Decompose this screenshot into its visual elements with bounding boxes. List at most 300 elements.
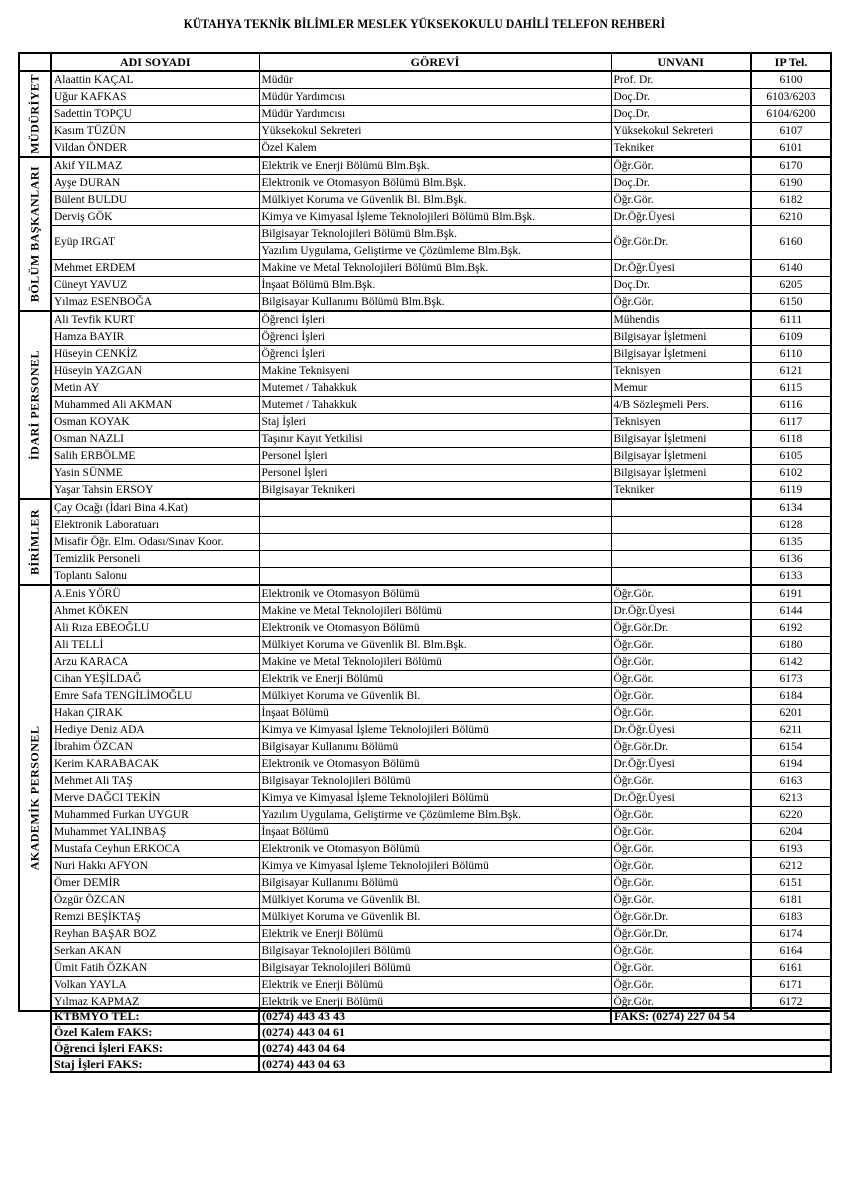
ip-tel-cell: 6119 xyxy=(751,482,831,500)
gorev-cell: Müdür xyxy=(259,71,611,89)
gorev-cell: Mülkiyet Koruma ve Güvenlik Bl. xyxy=(259,909,611,926)
unvan-cell: Bilgisayar İşletmeni xyxy=(611,346,751,363)
ip-tel-cell: 6118 xyxy=(751,431,831,448)
table-row xyxy=(19,431,831,448)
name-cell: Osman NAZLI xyxy=(51,431,259,448)
name-cell: Temizlik Personeli xyxy=(51,551,259,568)
name-cell: Yılmaz ESENBOĞA xyxy=(51,294,259,312)
name-cell: Alaattin KAÇAL xyxy=(51,71,259,89)
gorev-cell: Elektronik ve Otomasyon Bölümü xyxy=(259,620,611,637)
gorev-cell: Taşınır Kayıt Yetkilisi xyxy=(259,431,611,448)
table-row xyxy=(19,960,831,977)
name-cell: Cüneyt YAVUZ xyxy=(51,277,259,294)
table-row xyxy=(19,534,831,551)
unvan-cell: Teknisyen xyxy=(611,414,751,431)
name-cell: Uğur KAFKAS xyxy=(51,89,259,106)
table-row xyxy=(19,311,831,329)
table-row xyxy=(19,858,831,875)
ip-tel-cell: 6104/6200 xyxy=(751,106,831,123)
ip-tel-cell: 6192 xyxy=(751,620,831,637)
table-row xyxy=(19,123,831,140)
table-row xyxy=(19,209,831,226)
unvan-cell: Doç.Dr. xyxy=(611,106,751,123)
gorev-cell: Elektrik ve Enerji Bölümü Blm.Bşk. xyxy=(259,157,611,175)
unvan-cell: Öğr.Gör.Dr. xyxy=(611,739,751,756)
table-row xyxy=(19,875,831,892)
footer-label: KTBMYO TEL: xyxy=(51,1008,259,1024)
name-cell: Nuri Hakkı AFYON xyxy=(51,858,259,875)
ip-tel-cell: 6171 xyxy=(751,977,831,994)
ip-tel-cell: 6111 xyxy=(751,311,831,329)
gorev-cell: Elektrik ve Enerji Bölümü xyxy=(259,671,611,688)
unvan-cell: Öğr.Gör.Dr. xyxy=(611,620,751,637)
gorev-cell: Kimya ve Kimyasal İşleme Teknolojileri Bölümü xyxy=(259,722,611,739)
name-cell: Ümit Fatih ÖZKAN xyxy=(51,960,259,977)
ip-tel-cell: 6170 xyxy=(751,157,831,175)
ip-tel-cell: 6150 xyxy=(751,294,831,312)
ip-tel-cell: 6151 xyxy=(751,875,831,892)
ip-tel-cell: 6190 xyxy=(751,175,831,192)
gorev-cell: Elektronik ve Otomasyon Bölümü xyxy=(259,841,611,858)
table-row xyxy=(19,568,831,586)
table-row xyxy=(19,260,831,277)
gorev-cell: Mülkiyet Koruma ve Güvenlik Bl. Blm.Bşk. xyxy=(259,637,611,654)
gorev-cell: Makine ve Metal Teknolojileri Bölümü xyxy=(259,603,611,620)
gorev-cell: Öğrenci İşleri xyxy=(259,346,611,363)
table-row xyxy=(19,397,831,414)
unvan-cell: Öğr.Gör. xyxy=(611,943,751,960)
gorev-cell: Bilgisayar Kullanımı Bölümü xyxy=(259,739,611,756)
gorev-cell xyxy=(259,568,611,586)
table-row xyxy=(19,175,831,192)
footer-fax: FAKS: (0274) 227 04 54 xyxy=(611,1008,831,1024)
unvan-cell: Bilgisayar İşletmeni xyxy=(611,431,751,448)
table-row xyxy=(19,654,831,671)
gorev-cell: Mülkiyet Koruma ve Güvenlik Bl. xyxy=(259,688,611,705)
gorev-cell: Yazılım Uygulama, Geliştirme ve Çözümleme Blm.Bşk. xyxy=(259,807,611,824)
table-row xyxy=(19,363,831,380)
gorev-cell: Elektronik ve Otomasyon Bölümü Blm.Bşk. xyxy=(259,175,611,192)
name-cell: A.Enis YÖRÜ xyxy=(51,585,259,603)
gorev-cell xyxy=(259,551,611,568)
table-row xyxy=(19,106,831,123)
ip-tel-cell: 6144 xyxy=(751,603,831,620)
ip-tel-cell: 6184 xyxy=(751,688,831,705)
table-row xyxy=(19,71,831,89)
ip-tel-cell: 6181 xyxy=(751,892,831,909)
unvan-cell: Dr.Öğr.Üyesi xyxy=(611,603,751,620)
gorev-cell: Kimya ve Kimyasal İşleme Teknolojileri Bölümü Blm.Bşk. xyxy=(259,209,611,226)
table-row xyxy=(19,499,831,517)
gorev-cell: Mülkiyet Koruma ve Güvenlik Bl. Blm.Bşk. xyxy=(259,192,611,209)
gorev-cell: Mutemet / Tahakkuk xyxy=(259,397,611,414)
col-header-gorev: GÖREVİ xyxy=(259,53,611,71)
gorev-cell: Makine Teknisyeni xyxy=(259,363,611,380)
name-cell: Hamza BAYIR xyxy=(51,329,259,346)
table-row xyxy=(19,722,831,739)
ip-tel-cell: 6212 xyxy=(751,858,831,875)
name-cell: Yılmaz KAPMAZ xyxy=(51,994,259,1012)
name-cell: Sadettin TOPÇU xyxy=(51,106,259,123)
footer-label: Staj İşleri FAKS: xyxy=(51,1056,259,1072)
table-row xyxy=(19,790,831,807)
name-cell: Muhammed Ali AKMAN xyxy=(51,397,259,414)
table-row xyxy=(19,294,831,312)
unvan-cell: Öğr.Gör. xyxy=(611,875,751,892)
unvan-cell: Mühendis xyxy=(611,311,751,329)
footer-fax-number: (0274) 443 04 63 xyxy=(259,1056,831,1072)
unvan-cell: Öğr.Gör. xyxy=(611,637,751,654)
unvan-cell: Doç.Dr. xyxy=(611,175,751,192)
footer-row xyxy=(51,1056,831,1072)
ip-tel-cell: 6213 xyxy=(751,790,831,807)
table-row xyxy=(19,977,831,994)
group-label: BÖLÜM BAŞKANLARI xyxy=(27,165,42,303)
unvan-cell xyxy=(611,568,751,586)
table-row xyxy=(19,756,831,773)
ip-tel-cell: 6116 xyxy=(751,397,831,414)
name-cell: Hakan ÇIRAK xyxy=(51,705,259,722)
unvan-cell xyxy=(611,499,751,517)
ip-tel-cell: 6160 xyxy=(751,226,831,260)
unvan-cell: Öğr.Gör. xyxy=(611,994,751,1012)
name-cell: Merve DAĞCI TEKİN xyxy=(51,790,259,807)
ip-tel-cell: 6115 xyxy=(751,380,831,397)
name-cell: Çay Ocağı (İdari Bina 4.Kat) xyxy=(51,499,259,517)
footer-fax-number: (0274) 443 04 61 xyxy=(259,1024,831,1040)
name-cell: İbrahim ÖZCAN xyxy=(51,739,259,756)
table-row xyxy=(19,637,831,654)
gorev-cell: Elektrik ve Enerji Bölümü xyxy=(259,977,611,994)
ip-tel-cell: 6121 xyxy=(751,363,831,380)
unvan-cell: Tekniker xyxy=(611,140,751,158)
table-row xyxy=(19,380,831,397)
unvan-cell: Öğr.Gör. xyxy=(611,858,751,875)
footer-label: Öğrenci İşleri FAKS: xyxy=(51,1040,259,1056)
name-cell: Muhammed Furkan UYGUR xyxy=(51,807,259,824)
gorev-cell: İnşaat Bölümü xyxy=(259,705,611,722)
gorev-cell: Makine ve Metal Teknolojileri Bölümü Blm.Bşk. xyxy=(259,260,611,277)
ip-tel-cell: 6163 xyxy=(751,773,831,790)
unvan-cell: Öğr.Gör. xyxy=(611,773,751,790)
table-row xyxy=(19,585,831,603)
unvan-cell: Öğr.Gör. xyxy=(611,654,751,671)
table-row xyxy=(19,620,831,637)
unvan-cell: Öğr.Gör.Dr. xyxy=(611,226,751,260)
ip-tel-cell: 6194 xyxy=(751,756,831,773)
group-label-cell xyxy=(19,585,51,1011)
unvan-cell: Bilgisayar İşletmeni xyxy=(611,465,751,482)
ip-tel-cell: 6134 xyxy=(751,499,831,517)
name-cell: Toplantı Salonu xyxy=(51,568,259,586)
name-cell: Ali Rıza EBEOĞLU xyxy=(51,620,259,637)
name-cell: Hüseyin CENKİZ xyxy=(51,346,259,363)
gorev-cell: Personel İşleri xyxy=(259,448,611,465)
name-cell: Serkan AKAN xyxy=(51,943,259,960)
directory-table xyxy=(18,52,832,1012)
name-cell: Yasin SÜNME xyxy=(51,465,259,482)
page-title: KÜTAHYA TEKNİK BİLİMLER MESLEK YÜKSEKOKULU DAHİLİ TELEFON REHBERİ xyxy=(183,17,666,31)
gorev-cell: Öğrenci İşleri xyxy=(259,329,611,346)
table-row xyxy=(19,909,831,926)
unvan-cell: Bilgisayar İşletmeni xyxy=(611,329,751,346)
unvan-cell: Dr.Öğr.Üyesi xyxy=(611,722,751,739)
gorev-cell: Staj İşleri xyxy=(259,414,611,431)
name-cell: Mustafa Ceyhun ERKOCA xyxy=(51,841,259,858)
col-header-ip: IP Tel. xyxy=(751,53,831,71)
name-cell: Ayşe DURAN xyxy=(51,175,259,192)
gorev-cell: Elektronik ve Otomasyon Bölümü xyxy=(259,585,611,603)
unvan-cell: Öğr.Gör. xyxy=(611,824,751,841)
name-cell: Osman KOYAK xyxy=(51,414,259,431)
gorev-cell: Bilgisayar Kullanımı Bölümü Blm.Bşk. xyxy=(259,294,611,312)
name-cell: Muhammet YALINBAŞ xyxy=(51,824,259,841)
header-group-spacer xyxy=(19,53,51,71)
name-cell: Hüseyin YAZGAN xyxy=(51,363,259,380)
table-row xyxy=(19,841,831,858)
unvan-cell: Öğr.Gör. xyxy=(611,807,751,824)
unvan-cell: 4/B Sözleşmeli Pers. xyxy=(611,397,751,414)
ip-tel-cell: 6173 xyxy=(751,671,831,688)
group-label-cell xyxy=(19,499,51,585)
ip-tel-cell: 6133 xyxy=(751,568,831,586)
unvan-cell: Dr.Öğr.Üyesi xyxy=(611,260,751,277)
ip-tel-cell: 6180 xyxy=(751,637,831,654)
table-row xyxy=(19,448,831,465)
unvan-cell: Öğr.Gör. xyxy=(611,671,751,688)
gorev-cell xyxy=(259,534,611,551)
ip-tel-cell: 6142 xyxy=(751,654,831,671)
table-row xyxy=(19,157,831,175)
table-row xyxy=(19,926,831,943)
unvan-cell xyxy=(611,517,751,534)
ip-tel-cell: 6211 xyxy=(751,722,831,739)
name-cell: Metin AY xyxy=(51,380,259,397)
group-label: İDARİ PERSONEL xyxy=(27,349,42,461)
ip-tel-cell: 6164 xyxy=(751,943,831,960)
gorev-cell: İnşaat Bölümü Blm.Bşk. xyxy=(259,277,611,294)
name-cell: Özgür ÖZCAN xyxy=(51,892,259,909)
unvan-cell: Dr.Öğr.Üyesi xyxy=(611,756,751,773)
group-label: AKADEMİK PERSONEL xyxy=(27,725,42,871)
ip-tel-cell: 6109 xyxy=(751,329,831,346)
gorev-cell: Elektrik ve Enerji Bölümü xyxy=(259,926,611,943)
col-header-name: ADI SOYADI xyxy=(51,53,259,71)
unvan-cell: Memur xyxy=(611,380,751,397)
footer-table xyxy=(50,1007,832,1073)
table-row xyxy=(19,517,831,534)
ip-tel-cell: 6191 xyxy=(751,585,831,603)
gorev-cell: İnşaat Bölümü xyxy=(259,824,611,841)
ip-tel-cell: 6205 xyxy=(751,277,831,294)
name-cell: Mehmet Ali TAŞ xyxy=(51,773,259,790)
ip-tel-cell: 6182 xyxy=(751,192,831,209)
name-cell: Ali TELLİ xyxy=(51,637,259,654)
footer-row xyxy=(51,1008,831,1024)
name-cell: Eyüp IRGAT xyxy=(51,226,259,260)
unvan-cell xyxy=(611,551,751,568)
name-cell: Salih ERBÖLME xyxy=(51,448,259,465)
ip-tel-cell: 6105 xyxy=(751,448,831,465)
name-cell: Bülent BULDU xyxy=(51,192,259,209)
group-label: BİRİMLER xyxy=(27,508,42,576)
group-label-cell xyxy=(19,71,51,157)
name-cell: Akif YILMAZ xyxy=(51,157,259,175)
group-label-cell xyxy=(19,311,51,499)
phone-directory xyxy=(18,52,830,1012)
table-row xyxy=(19,773,831,790)
unvan-cell: Teknisyen xyxy=(611,363,751,380)
gorev-cell: Müdür Yardımcısı xyxy=(259,89,611,106)
ip-tel-cell: 6107 xyxy=(751,123,831,140)
name-cell: Remzi BEŞİKTAŞ xyxy=(51,909,259,926)
unvan-cell: Prof. Dr. xyxy=(611,71,751,89)
unvan-cell: Öğr.Gör. xyxy=(611,294,751,312)
table-row xyxy=(19,140,831,158)
table-row xyxy=(19,671,831,688)
name-cell: Arzu KARACA xyxy=(51,654,259,671)
ip-tel-cell: 6136 xyxy=(751,551,831,568)
col-header-unvan: UNVANI xyxy=(611,53,751,71)
group-label: MÜDÜRİYET xyxy=(27,74,42,154)
gorev-cell: Bilgisayar Teknolojileri Bölümü xyxy=(259,943,611,960)
name-cell: Elektronik Laboratuarı xyxy=(51,517,259,534)
name-cell: Vildan ÖNDER xyxy=(51,140,259,158)
contact-footer xyxy=(50,1007,830,1073)
directory-body xyxy=(19,71,831,1011)
table-row xyxy=(19,551,831,568)
group-label-cell xyxy=(19,157,51,311)
ip-tel-cell: 6204 xyxy=(751,824,831,841)
ip-tel-cell: 6201 xyxy=(751,705,831,722)
ip-tel-cell: 6135 xyxy=(751,534,831,551)
table-row xyxy=(19,807,831,824)
ip-tel-cell: 6117 xyxy=(751,414,831,431)
gorev-cell: Öğrenci İşleri xyxy=(259,311,611,329)
gorev-cell: Kimya ve Kimyasal İşleme Teknolojileri Bölümü xyxy=(259,858,611,875)
gorev-cell: Elektronik ve Otomasyon Bölümü xyxy=(259,756,611,773)
unvan-cell: Doç.Dr. xyxy=(611,89,751,106)
unvan-cell: Tekniker xyxy=(611,482,751,500)
ip-tel-cell: 6154 xyxy=(751,739,831,756)
name-cell: Cihan YEŞİLDAĞ xyxy=(51,671,259,688)
gorev-cell xyxy=(259,517,611,534)
unvan-cell: Öğr.Gör. xyxy=(611,841,751,858)
ip-tel-cell: 6174 xyxy=(751,926,831,943)
name-cell: Kerim KARABACAK xyxy=(51,756,259,773)
table-row xyxy=(19,277,831,294)
gorev-cell: Makine ve Metal Teknolojileri Bölümü xyxy=(259,654,611,671)
table-row xyxy=(19,603,831,620)
table-row xyxy=(19,414,831,431)
unvan-cell: Öğr.Gör. xyxy=(611,892,751,909)
gorev-cell: Mülkiyet Koruma ve Güvenlik Bl. xyxy=(259,892,611,909)
unvan-cell: Öğr.Gör. xyxy=(611,960,751,977)
name-cell: Ömer DEMİR xyxy=(51,875,259,892)
gorev-cell: Personel İşleri xyxy=(259,465,611,482)
unvan-cell: Öğr.Gör. xyxy=(611,157,751,175)
ip-tel-cell: 6210 xyxy=(751,209,831,226)
unvan-cell: Öğr.Gör. xyxy=(611,585,751,603)
gorev-cell: Yüksekokul Sekreteri xyxy=(259,123,611,140)
ip-tel-cell: 6101 xyxy=(751,140,831,158)
gorev-cell: Bilgisayar Teknolojileri Bölümü xyxy=(259,773,611,790)
gorev-cell: Özel Kalem xyxy=(259,140,611,158)
table-row xyxy=(19,226,831,243)
gorev-cell: Mutemet / Tahakkuk xyxy=(259,380,611,397)
table-row xyxy=(19,465,831,482)
name-cell: Volkan YAYLA xyxy=(51,977,259,994)
ip-tel-cell: 6110 xyxy=(751,346,831,363)
ip-tel-cell: 6103/6203 xyxy=(751,89,831,106)
unvan-cell: Yüksekokul Sekreteri xyxy=(611,123,751,140)
unvan-cell: Bilgisayar İşletmeni xyxy=(611,448,751,465)
table-row xyxy=(19,943,831,960)
unvan-cell: Öğr.Gör.Dr. xyxy=(611,909,751,926)
name-cell: Ali Tevfik KURT xyxy=(51,311,259,329)
ip-tel-cell: 6193 xyxy=(751,841,831,858)
table-row xyxy=(19,705,831,722)
unvan-cell: Doç.Dr. xyxy=(611,277,751,294)
gorev-cell-secondary: Yazılım Uygulama, Geliştirme ve Çözümleme Blm.Bşk. xyxy=(259,243,611,260)
gorev-cell: Kimya ve Kimyasal İşleme Teknolojileri Bölümü xyxy=(259,790,611,807)
footer-row xyxy=(51,1024,831,1040)
table-row xyxy=(19,739,831,756)
gorev-cell: Bilgisayar Kullanımı Bölümü xyxy=(259,875,611,892)
ip-tel-cell: 6183 xyxy=(751,909,831,926)
table-row xyxy=(19,192,831,209)
name-cell: Emre Safa TENGİLİMOĞLU xyxy=(51,688,259,705)
gorev-cell xyxy=(259,499,611,517)
unvan-cell: Dr.Öğr.Üyesi xyxy=(611,790,751,807)
gorev-cell: Bilgisayar Teknolojileri Bölümü xyxy=(259,960,611,977)
table-row xyxy=(19,329,831,346)
ip-tel-cell: 6100 xyxy=(751,71,831,89)
ip-tel-cell: 6128 xyxy=(751,517,831,534)
ip-tel-cell: 6140 xyxy=(751,260,831,277)
name-cell: Yaşar Tahsin ERSOY xyxy=(51,482,259,500)
table-row xyxy=(19,824,831,841)
ip-tel-cell: 6220 xyxy=(751,807,831,824)
unvan-cell: Öğr.Gör. xyxy=(611,977,751,994)
unvan-cell: Öğr.Gör. xyxy=(611,688,751,705)
ip-tel-cell: 6172 xyxy=(751,994,831,1012)
footer-phone: (0274) 443 43 43 xyxy=(259,1008,611,1024)
name-cell: Hediye Deniz ADA xyxy=(51,722,259,739)
footer-row xyxy=(51,1040,831,1056)
name-cell: Reyhan BAŞAR BOZ xyxy=(51,926,259,943)
unvan-cell: Öğr.Gör.Dr. xyxy=(611,926,751,943)
table-row xyxy=(19,892,831,909)
name-cell: Kasım TÜZÜN xyxy=(51,123,259,140)
ip-tel-cell: 6102 xyxy=(751,465,831,482)
gorev-cell: Müdür Yardımcısı xyxy=(259,106,611,123)
unvan-cell: Dr.Öğr.Üyesi xyxy=(611,209,751,226)
table-row xyxy=(19,688,831,705)
header-row xyxy=(19,53,831,71)
name-cell: Misafir Öğr. Elm. Odası/Sınav Koor. xyxy=(51,534,259,551)
table-row xyxy=(19,482,831,500)
gorev-cell: Bilgisayar Teknikeri xyxy=(259,482,611,500)
table-row xyxy=(19,89,831,106)
footer-fax-number: (0274) 443 04 64 xyxy=(259,1040,831,1056)
footer-label: Özel Kalem FAKS: xyxy=(51,1024,259,1040)
unvan-cell xyxy=(611,534,751,551)
unvan-cell: Öğr.Gör. xyxy=(611,192,751,209)
table-row xyxy=(19,346,831,363)
unvan-cell: Öğr.Gör. xyxy=(611,705,751,722)
gorev-cell: Bilgisayar Teknolojileri Bölümü Blm.Bşk. xyxy=(259,226,611,243)
